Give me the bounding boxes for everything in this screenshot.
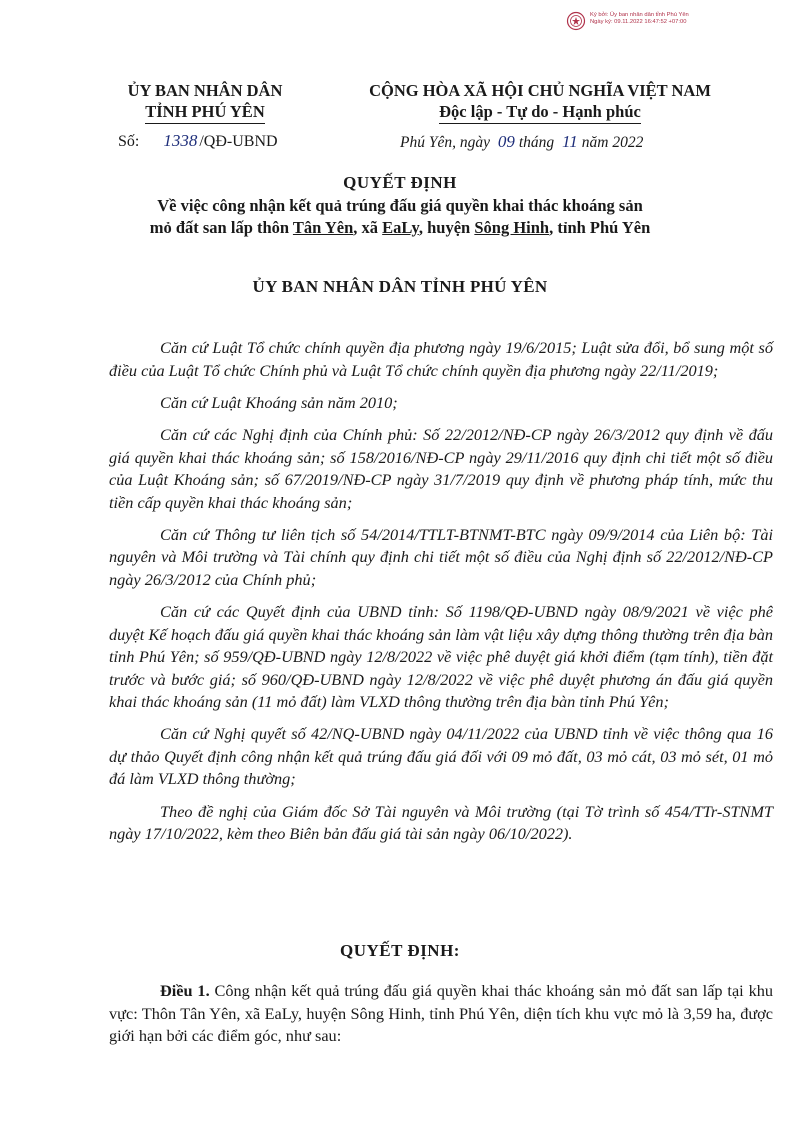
legal-basis bbox=[109, 337, 773, 856]
subject-village: Tân Yên bbox=[292, 218, 354, 237]
document-number bbox=[118, 131, 278, 151]
agency-header bbox=[100, 80, 310, 124]
subject-line-2 bbox=[0, 218, 800, 238]
basis-paragraph: Căn cứ các Quyết định của UBND tỉnh: Số 1198/QĐ-UBND ngày 08/9/2021 về việc phê duyệt Kế hoạch đấu giá quyền khai thác khoáng sản làm vật liệu xây dựng thông thường trên địa bàn tỉnh Phú Yên; số 959/QĐ-UBND ngày 12/8/2022 về việc phê duyệt giá khởi điểm (tạm tính), tiền đặt trước và bước giá; số 960/QĐ-UBND ngày 12/8/2022 về việc phê duyệt phương án đấu giá quyền khai thác khoáng sản (11 mỏ đất) làm VLXD thông thường trên địa bàn tỉnh Phú Yên; bbox=[109, 602, 773, 712]
subject-commune: EaLy bbox=[382, 218, 419, 237]
date-day: 09 bbox=[497, 132, 515, 151]
agency-line-2: TỈNH PHÚ YÊN bbox=[145, 101, 264, 124]
basis-paragraph: Căn cứ các Nghị định của Chính phủ: Số 22/2012/NĐ-CP ngày 26/3/2012 quy định về đấu giá quyền khai thác khoáng sản; số 158/2016/NĐ-CP ngày 29/11/2016 quy định chi tiết một số điều của Luật Khoáng sản; số 67/2019/NĐ-CP ngày 31/7/2019 quy định về phương pháp tính, mức thu tiền cấp quyền khai thác khoáng sản; bbox=[109, 425, 773, 512]
nation-name: CỘNG HÒA XÃ HỘI CHỦ NGHĨA VIỆT NAM bbox=[369, 81, 711, 100]
signature-date: Ngày ký: 09.11.2022 16:47:52 +07:00 bbox=[590, 19, 687, 25]
subject-part-a: mỏ đất san lấp thôn bbox=[149, 218, 293, 237]
date-month: 11 bbox=[562, 132, 578, 151]
subject-district: Sông Hinh bbox=[474, 218, 550, 237]
signature-signer: Ký bởi: Ủy ban nhân dân tỉnh Phú Yên bbox=[590, 12, 689, 18]
basis-paragraph: Căn cứ Luật Khoáng sản năm 2010; bbox=[160, 392, 398, 412]
subject-part-c: , xã bbox=[353, 218, 383, 237]
subject-part-e: , huyện bbox=[418, 218, 475, 237]
date-month-label: tháng bbox=[518, 134, 555, 151]
article-1-label: Điều 1. bbox=[160, 981, 210, 1000]
document-type: QUYẾT ĐỊNH bbox=[343, 173, 457, 192]
doc-number-handwritten: 1338 bbox=[163, 131, 198, 150]
signature-seal-icon bbox=[566, 11, 586, 31]
signature-text bbox=[590, 12, 689, 26]
nation-motto: Độc lập - Tự do - Hạnh phúc bbox=[439, 101, 641, 124]
document-date bbox=[400, 132, 643, 152]
basis-paragraph: Căn cứ Thông tư liên tịch số 54/2014/TTLT-BTNMT-BTC ngày 09/9/2014 của Liên bộ: Tài nguyên và Môi trường và Tài chính quy định chi tiết một số điều của Nghị định số 22/2012/NĐ-CP ngày 26/3/2012 của Chính phủ; bbox=[109, 524, 773, 589]
digital-signature-stamp bbox=[566, 10, 796, 34]
basis-paragraph: Căn cứ Nghị quyết số 42/NQ-UBND ngày 04/11/2022 của UBND tỉnh về việc thông qua 16 dự thảo Quyết định công nhận kết quả trúng đấu giá đối với 09 mỏ đất, 03 mỏ cát, 03 mỏ sét, 01 mỏ đá làm VLXD thông thường; bbox=[109, 724, 773, 789]
doc-number-prefix: Số: bbox=[118, 133, 140, 150]
article-1-text: Công nhận kết quả trúng đấu giá quyền khai thác khoáng sản mỏ đất san lấp tại khu vực: Thôn Tân Yên, xã EaLy, huyện Sông Hinh, tỉnh Phú Yên, diện tích khu vực mỏ là 3,59 ha, được giới hạn bởi các điểm góc, như sau: bbox=[109, 981, 774, 1045]
national-header bbox=[330, 80, 750, 124]
basis-paragraph: Căn cứ Luật Tổ chức chính quyền địa phương ngày 19/6/2015; Luật sửa đổi, bổ sung một số điều của Luật Tổ chức Chính phủ và Luật Tổ chức chính quyền địa phương ngày 22/11/2019; bbox=[109, 338, 773, 380]
date-year: năm 2022 bbox=[581, 134, 644, 151]
decision-heading: QUYẾT ĐỊNH: bbox=[340, 941, 460, 960]
doc-number-suffix: /QĐ-UBND bbox=[199, 133, 278, 150]
agency-line-1: ỦY BAN NHÂN DÂN bbox=[127, 81, 283, 100]
subject-part-g: , tỉnh Phú Yên bbox=[549, 218, 651, 237]
date-prefix: Phú Yên, ngày bbox=[400, 134, 490, 151]
subject-line-1: Về việc công nhận kết quả trúng đấu giá quyền khai thác khoáng sản bbox=[157, 196, 643, 215]
basis-paragraph: Theo đề nghị của Giám đốc Sở Tài nguyên và Môi trường (tại Tờ trình số 454/TTr-STNMT ngày 17/10/2022, kèm theo Biên bản đấu giá tài sản ngày 06/10/2022). bbox=[109, 801, 773, 844]
issuing-authority: ỦY BAN NHÂN DÂN TỈNH PHÚ YÊN bbox=[252, 277, 548, 296]
article-1 bbox=[109, 980, 773, 1048]
